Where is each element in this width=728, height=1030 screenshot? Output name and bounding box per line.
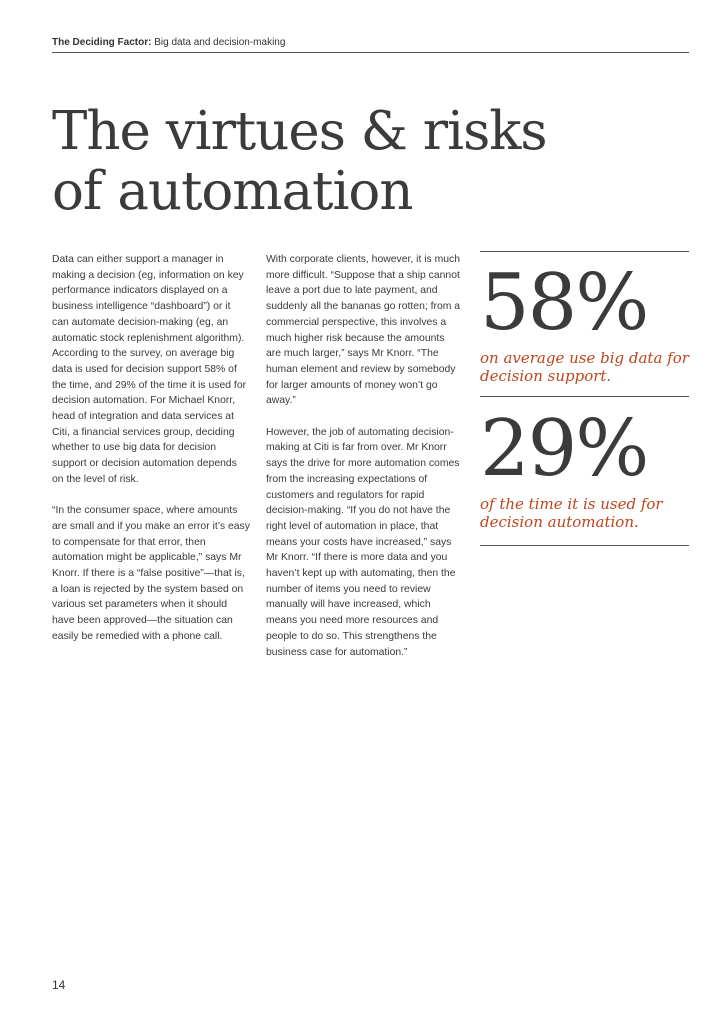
header-lead: The Deciding Factor: xyxy=(52,37,152,48)
paragraph: With corporate clients, however, it is much more difficult. “Suppose that a ship cannot leave a port due to late payment, and suddenly all the bananas go rotten; from a commercial perspective, this involves a much higher risk because the amounts are much larger,” says Mr Knorr. “The human element and review by somebody for larger amounts of money won’t go away.” xyxy=(266,254,461,407)
header-subtitle: Big data and decision-making xyxy=(151,37,286,48)
stat-divider xyxy=(480,251,689,252)
running-header xyxy=(52,37,689,48)
paragraph: Data can either support a manager in making a decision (eg, information on key performance indicators displayed on a business intelligence “dashboard”) or it can automate decision-making (eg, an automatic stock replenishment algorithm). According to the survey, on average big data is used for decision support 58% of the time, and 29% of the time it is used for decision automation. For Michael Knorr, head of integration and data services at Citi, a financial services group, deciding whether to use big data for decision support or decision automation depends on the level of risk. xyxy=(52,254,247,485)
stat-caption-29: of the time it is used for decision automation. xyxy=(480,495,663,531)
stat-value-29: 29% xyxy=(480,404,648,494)
body-column-1 xyxy=(52,252,250,660)
stat-caption-58: on average use big data for decision support. xyxy=(480,349,689,385)
title-line-1: The virtues & risks xyxy=(52,101,547,162)
header-divider xyxy=(52,52,689,53)
page-number: 14 xyxy=(52,978,66,992)
stat-divider xyxy=(480,545,689,546)
page-title xyxy=(52,102,612,222)
stat-value-58: 58% xyxy=(480,258,648,348)
stat-divider xyxy=(480,396,689,397)
body-column-2 xyxy=(266,252,462,676)
paragraph: However, the job of automating decision-making at Citi is far from over. Mr Knorr says the drive for more automation comes from the increasing expectations of customers and regulators for rapid decision-making. “If you do not have the right level of automation in place, that means your costs have increased,” says Mr Knorr. “If there is more data and you haven’t kept up with automating, then the number of items you need to review manually will have increased, which means you need more resources and people to do so. This strengthens the business case for automation.” xyxy=(266,426,460,658)
title-line-2: of automation xyxy=(52,161,413,222)
paragraph: “In the consumer space, where amounts are small and if you make an error it’s easy to compensate for that error, then automation might be applicable,” says Mr Knorr. If there is a “false positive”—that is, a loan is rejected by the system based on various set parameters when it should have been approved—the situation can easily be remedied with a phone call. xyxy=(52,505,250,642)
